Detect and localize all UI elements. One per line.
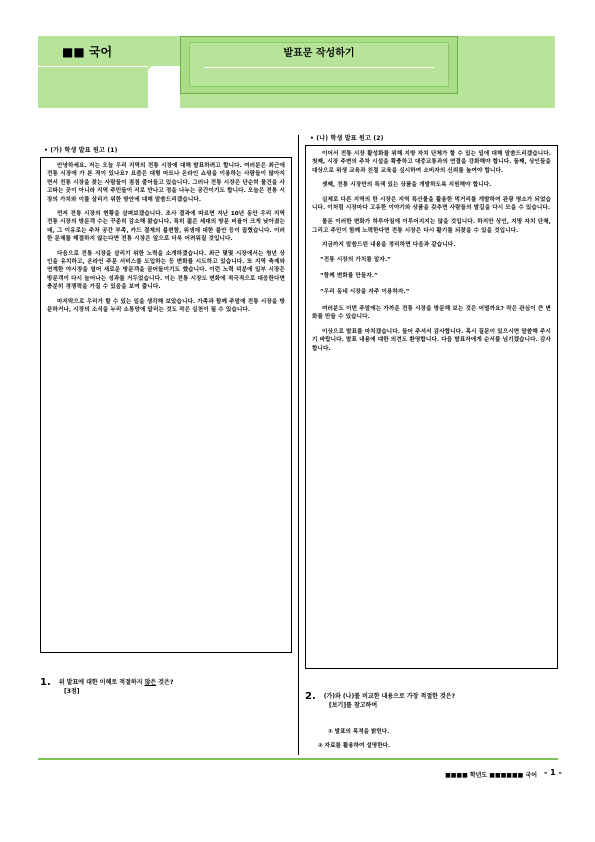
question-number: 2. [305,691,316,702]
footer-exam-title: ■■■■ 학년도 ■■■■■■ 국어 [445,772,537,779]
left-section-heading: • (가) 학생 발표 원고 (1) [44,147,118,154]
passage-paragraph: 안녕하세요. 저는 오늘 우리 지역의 전통 시장에 대해 발표하려고 합니다. 여러분은 최근에 전통 시장에 가 본 적이 있나요? 요즘은 대형 마트나 온라인 쇼핑을 이용하는 사람들이 많아지면서 전통 시장을 찾는 사람들이 점점 줄어들고 있습니다. 그러나 전통 시장은 단순히 물건을 사고파는 곳이 아니라 지역 주민들이 서로 만나고 정을 나누는 공간이기도 합니다. 오늘은 전통 시장의 가치와 이를 살리기 위한 방안에 대해 말씀드리겠습니다. [47,163,285,203]
passage-paragraph: 실제로 다른 지역의 한 시장은 지역 특산물을 활용한 먹거리를 개발하여 관광 명소가 되었습니다. 이처럼 시장마다 고유한 이야기와 상품을 갖추면 사람들의 발길을 다시 모을 수 있습니다. [312,196,551,212]
passage-paragraph: 이상으로 발표를 마치겠습니다. 들어 주셔서 감사합니다. 혹시 질문이 있으시면 말씀해 주시기 바랍니다. 발표 내용에 대한 의견도 환영합니다. 다음 발표자에게 순서를 넘기겠습니다. 감사합니다. [312,328,551,352]
passage-paragraph: 먼저 전통 시장의 현황을 살펴보겠습니다. 조사 결과에 따르면 지난 10년 동안 우리 지역 전통 시장의 방문객 수는 꾸준히 감소해 왔습니다. 특히 젊은 세대의 방문 비율이 크게 낮아졌는데, 그 이유로는 주차 공간 부족, 카드 결제의 불편함, 위생에 대한 불안 등이 꼽혔습니다. 이러한 문제를 해결하지 않는다면 전통 시장은 앞으로 더욱 어려워질 것입니다. [47,211,285,243]
passage-quote: “전통 시장의 가치를 알자.” [320,256,391,263]
passage-paragraph: 지금까지 말씀드린 내용을 정리하면 다음과 같습니다. [322,242,456,249]
passage-paragraph: 이어서 전통 시장 활성화를 위해 지방 자치 단체가 할 수 있는 일에 대해 말씀드리겠습니다. 첫째, 시장 주변의 주차 시설을 확충하고 대중교통과의 연결을 강화해야 합니다. 둘째, 상인들을 대상으로 위생 교육과 친절 교육을 실시하여 소비자의 신뢰를 높여야 합니다. [312,151,551,174]
right-passage-box [305,145,558,669]
left-passage-box [40,157,292,653]
header-title-box [180,36,458,94]
passage-paragraph: 여러분도 이번 주말에는 가까운 전통 시장을 방문해 보는 것은 어떨까요? 작은 관심이 큰 변화를 만들 수 있습니다. [312,305,551,321]
question-1 [40,678,173,696]
question-stem-end: 것은? [156,679,174,686]
header-strip [180,94,458,108]
passage-paragraph: 물론 이러한 변화가 하루아침에 이루어지지는 않을 것입니다. 하지만 상인, 지방 자치 단체, 그리고 주민이 함께 노력한다면 전통 시장은 다시 활기를 되찾을 수 있을 것입니다. [312,219,551,234]
page-number: - 1 - [544,768,562,777]
question-emphasis: 않은 [144,679,157,686]
right-section-heading: • (나) 학생 발표 원고 (2) [310,135,384,142]
passage-paragraph: 마지막으로 우리가 할 수 있는 일을 생각해 보았습니다. 가족과 함께 주말에 전통 시장을 방문하거나, 시장의 소식을 누리 소통망에 알리는 것도 작은 실천이 될 수 있습니다. [47,298,285,314]
footer-rule [38,758,558,760]
page-title: 발표문 작성하기 [283,48,355,59]
passage-quote: “함께 변화를 만들자.” [320,273,378,280]
question-stem: 위 발표에 대한 이해로 적절하지 [58,679,145,686]
header-left-panel [38,36,188,108]
answer-option[interactable]: ① 발표의 목적을 밝힌다. [328,729,390,735]
question-2 [305,692,455,710]
passage-paragraph: 다음으로 전통 시장을 살리기 위한 노력을 소개하겠습니다. 최근 몇몇 시장에서는 청년 상인을 유치하고, 온라인 주문 서비스를 도입하는 등 변화를 시도하고 있습니다. 또 지역 축제와 연계한 야시장을 열어 새로운 방문객을 끌어들이기도 했습니다. 이런 노력 덕분에 일부 시장은 방문객이 다시 늘어나는 성과를 거두었습니다. 이는 전통 시장도 변화에 적극적으로 대응한다면 충분히 경쟁력을 가질 수 있음을 보여 줍니다. [47,250,285,291]
header-title-inner [189,42,449,87]
header-rule [38,66,148,67]
answer-option[interactable]: ② 자료를 활용하여 설명한다. [318,743,391,749]
passage-paragraph: 셋째, 전통 시장만의 특색 있는 상품을 개발하도록 지원해야 합니다. [322,182,492,189]
subject-badge: ■■ 국어 [62,45,113,59]
question-stem: (가)와 (나)를 비교한 내용으로 가장 적절한 것은? [323,693,456,700]
question-stem-line2: [보기]를 참고하여 [329,702,378,709]
header-right-panel [458,36,555,108]
question-points: [3점] [64,688,80,695]
title-underline [204,67,434,68]
question-number: 1. [40,677,51,688]
column-divider [298,135,299,755]
passage-quote: “우리 동네 시장을 자주 이용하자.” [320,289,410,296]
